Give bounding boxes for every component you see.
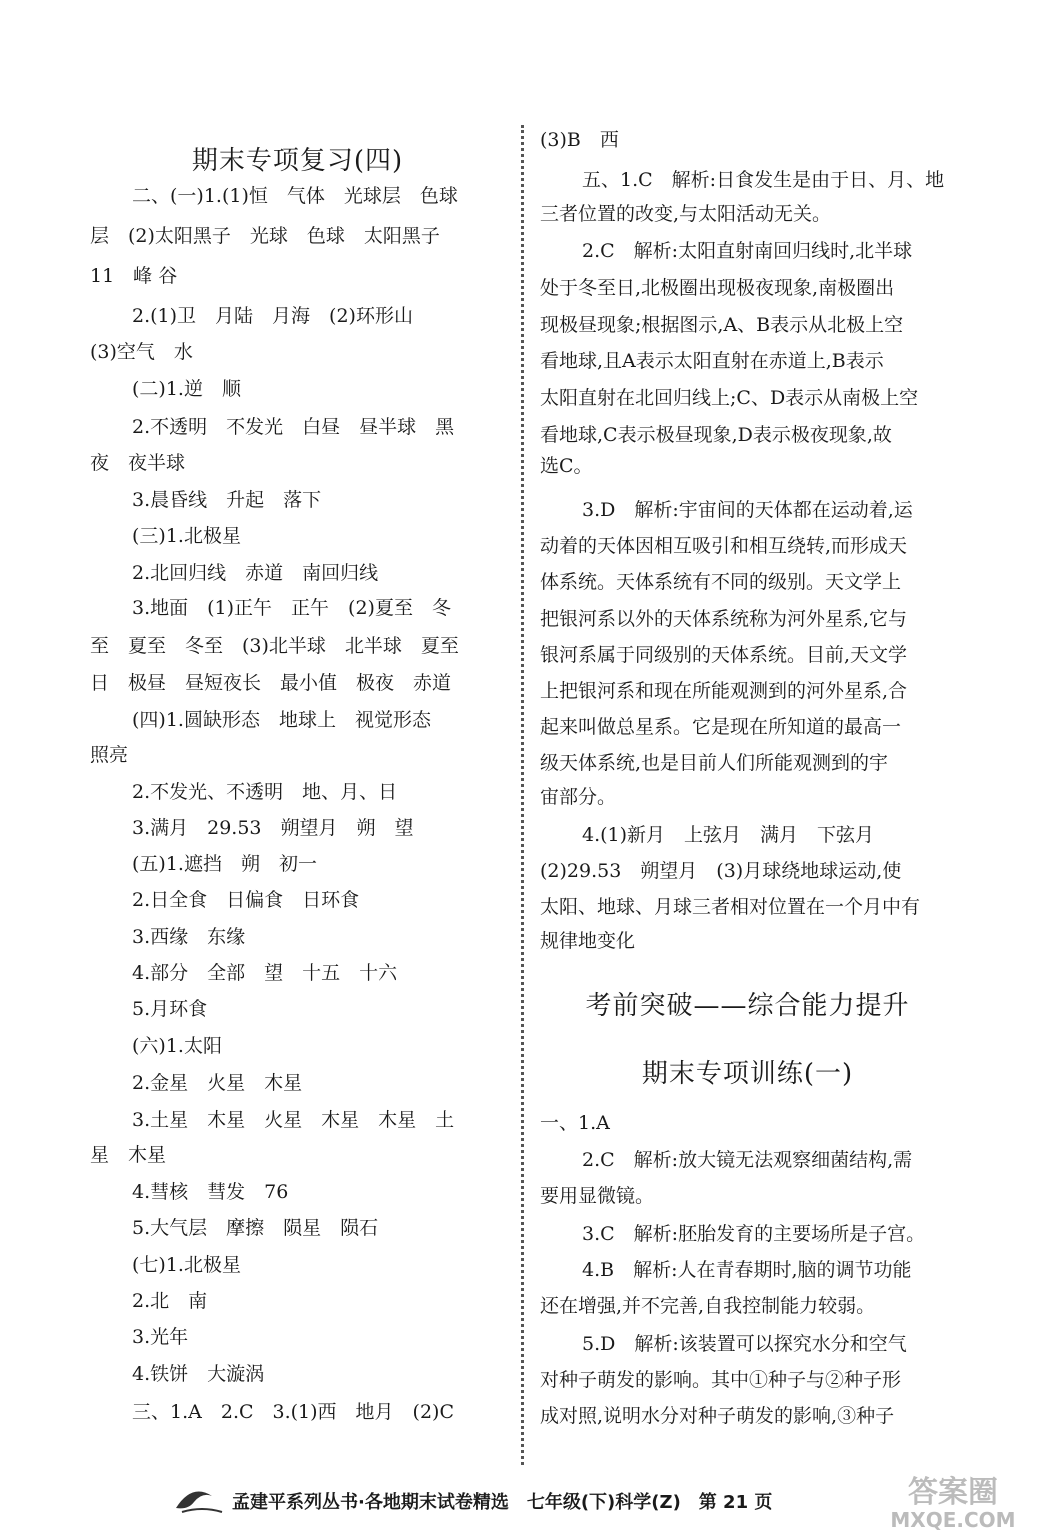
answer-line: 2.北回归线 赤道 南回归线	[132, 562, 379, 584]
answer-line: (2)29.53 朔望月 (3)月球绕地球运动,使	[540, 860, 902, 882]
column-divider	[521, 125, 524, 1465]
answer-line: 3.光年	[132, 1326, 189, 1348]
answer-line: 太阳、地球、月球三者相对位置在一个月中有	[540, 896, 921, 918]
answer-line: 要用显微镜。	[540, 1185, 655, 1207]
answer-line: 4.(1)新月 上弦月 满月 下弦月	[582, 824, 875, 846]
answer-line: 看地球,且A表示太阳直射在赤道上,B表示	[540, 350, 884, 372]
answer-line: (3)空气 水	[90, 341, 193, 363]
answer-line: 4.部分 全部 望 十五 十六	[132, 962, 398, 984]
answer-line: 二、(一)1.(1)恒 气体 光球层 色球	[132, 185, 458, 207]
answer-line: 五、1.C 解析:日食发生是由于日、月、地	[582, 169, 945, 191]
answer-line: 3.土星 木星 火星 木星 木星 土	[132, 1109, 455, 1131]
answer-line: 2.C 解析:太阳直射南回归线时,北半球	[582, 240, 913, 262]
watermark-logo	[868, 1472, 1038, 1532]
answer-line: 2.日全食 日偏食 日环食	[132, 889, 360, 911]
answer-line: 5.大气层 摩擦 陨星 陨石	[132, 1217, 379, 1239]
answer-line: 3.地面 (1)正午 正午 (2)夏至 冬	[132, 597, 451, 619]
answer-line: (二)1.逆 顺	[132, 378, 241, 400]
answer-line: (三)1.北极星	[132, 525, 241, 547]
answer-line: 照亮	[90, 744, 129, 766]
watermark-text-cn: 答案圈	[908, 1475, 998, 1510]
answer-line: 动着的天体因相互吸引和相互绕转,而形成天	[540, 535, 908, 557]
answer-line: 规律地变化	[540, 930, 636, 952]
answer-line: 级天体系统,也是目前人们所能观测到的宇	[540, 752, 889, 774]
answer-line: 上把银河系和现在所能观测到的河外星系,合	[540, 680, 908, 702]
answer-line: 选C。	[540, 455, 593, 477]
answer-line: 3.D 解析:宇宙间的天体都在运动着,运	[582, 499, 913, 521]
answer-line: 3.西缘 东缘	[132, 926, 246, 948]
answer-line: 4.B 解析:人在青春期时,脑的调节功能	[582, 1259, 912, 1281]
section-title-training-1: 期末专项训练(一)	[641, 1059, 854, 1089]
answer-line: 3.满月 29.53 朔望月 朔 望	[132, 817, 414, 839]
answer-line: 三者位置的改变,与太阳活动无关。	[540, 203, 832, 225]
answer-line: 处于冬至日,北极圈出现极夜现象,南极圈出	[540, 277, 895, 299]
answer-line: (五)1.遮挡 朔 初一	[132, 853, 317, 875]
answer-line: 银河系属于同级别的天体系统。目前,天文学	[540, 644, 908, 666]
answer-line: 2.北 南	[132, 1290, 208, 1312]
answer-line: 3.晨昏线 升起 落下	[132, 489, 322, 511]
answer-line: 现极昼现象;根据图示,A、B表示从北极上空	[540, 314, 904, 336]
answer-line: 太阳直射在北回归线上;C、D表示从南极上空	[540, 387, 919, 409]
answer-line: 5.月环食	[132, 998, 208, 1020]
answer-line: 至 夏至 冬至 (3)北半球 北半球 夏至	[90, 635, 459, 657]
answer-line: 对种子萌发的影响。其中①种子与②种子形	[540, 1369, 902, 1391]
answer-line: 三、1.A 2.C 3.(1)西 地月 (2)C	[132, 1401, 455, 1423]
answer-line: 体系统。天体系统有不同的级别。天文学上	[540, 571, 902, 593]
answer-line: 星 木星	[90, 1144, 167, 1166]
book-series-logo-icon	[172, 1478, 232, 1518]
watermark-text-url: MXQE.COM	[890, 1508, 1016, 1532]
answer-line: 宙部分。	[540, 786, 617, 808]
answer-line: (七)1.北极星	[132, 1254, 241, 1276]
section-title-review-4: 期末专项复习(四)	[191, 146, 404, 176]
answer-line: 夜 夜半球	[90, 452, 186, 474]
answer-line: 5.D 解析:该装置可以探究水分和空气	[582, 1333, 907, 1355]
answer-line: (四)1.圆缺形态 地球上 视觉形态	[132, 709, 431, 731]
answer-line: 起来叫做总星系。它是现在所知道的最高一	[540, 716, 902, 738]
answer-line: 把银河系以外的天体系统称为河外星系,它与	[540, 608, 908, 630]
answer-line: 还在增强,并不完善,自我控制能力较弱。	[540, 1295, 876, 1317]
answer-line: (3)B 西	[540, 129, 619, 151]
answer-line: 2.金星 火星 木星	[132, 1072, 303, 1094]
answer-line: 一、1.A	[540, 1112, 610, 1134]
section-title-breakthrough: 考前突破——综合能力提升	[585, 991, 910, 1021]
answer-line: 4.彗核 彗发 76	[132, 1181, 289, 1203]
answer-line: 2.不透明 不发光 白昼 昼半球 黑	[132, 416, 455, 438]
answer-line: 日 极昼 昼短夜长 最小值 极夜 赤道	[90, 672, 452, 694]
answer-line: (六)1.太阳	[132, 1035, 222, 1057]
page-footer: 孟建平系列丛书·各地期末试卷精选 七年级(下)科学(Z) 第 21 页	[232, 1492, 773, 1513]
answer-line: 2.C 解析:放大镜无法观察细菌结构,需	[582, 1149, 913, 1171]
answer-line: 看地球,C表示极昼现象,D表示极夜现象,故	[540, 424, 892, 446]
answer-line: 层 (2)太阳黑子 光球 色球 太阳黑子	[90, 225, 440, 247]
answer-line: 2.(1)卫 月陆 月海 (2)环形山	[132, 305, 413, 327]
answer-line: 11 峰 谷	[90, 265, 178, 287]
answer-line: 4.铁饼 大漩涡	[132, 1363, 265, 1385]
answer-line: 2.不发光、不透明 地、月、日	[132, 781, 398, 803]
answer-line: 3.C 解析:胚胎发育的主要场所是子宫。	[582, 1223, 926, 1245]
answer-line: 成对照,说明水分对种子萌发的影响,③种子	[540, 1405, 895, 1427]
